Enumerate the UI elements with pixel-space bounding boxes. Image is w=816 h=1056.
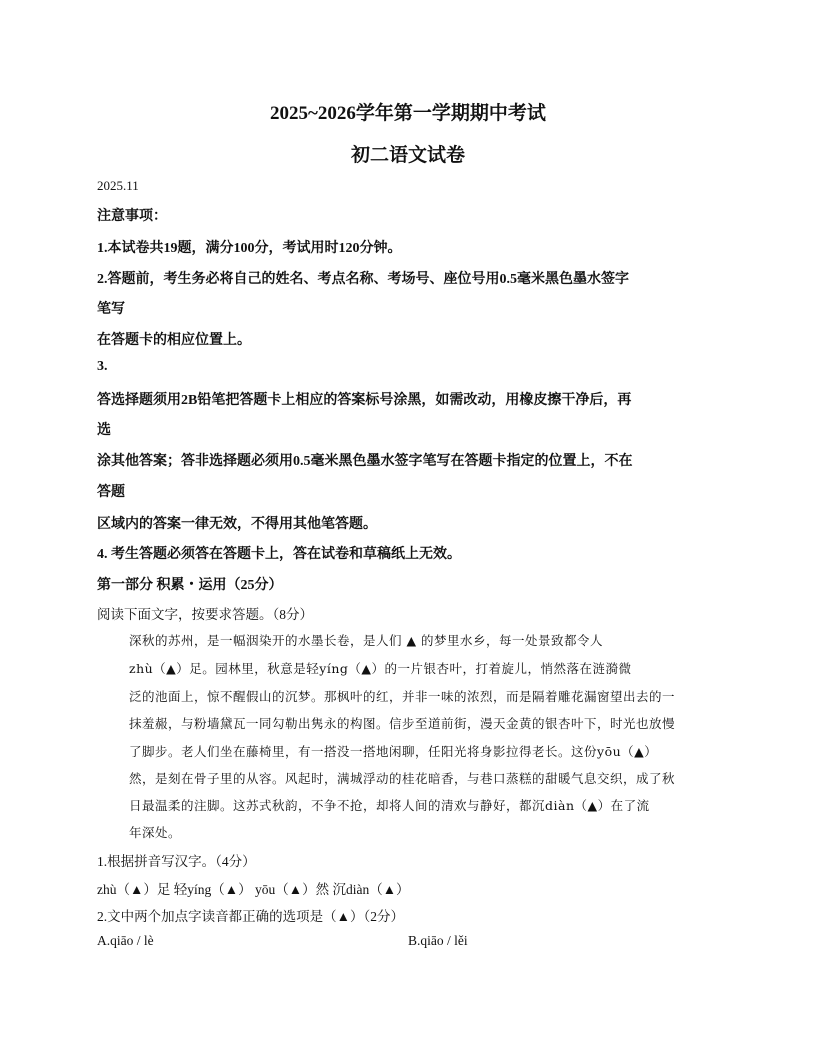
passage-line: 年深处。 — [129, 825, 182, 840]
passage-line: 抹羞赧，与粉墙黛瓦一同勾勒出隽永的构图。信步至道前街，漫天金黄的银杏叶下，时光也放慢 — [129, 716, 676, 731]
notice-line: 2.答题前，考生务必将自己的姓名、考点名称、考场号、座位号用0.5毫米黑色墨水签字 — [97, 272, 629, 287]
question-1: 1.根据拼音写汉字。（4分） — [97, 854, 256, 869]
passage-line: 了脚步。老人们坐在藤椅里，有一搭没一搭地闲聊，任阳光将身影拉得老长。这份yōu（▲） — [129, 744, 658, 759]
notice-line: 在答题卡的相应位置上。 — [97, 333, 251, 348]
question-1-answer-line: zhù（▲）足 轻yíng（▲） yōu（▲）然 沉diàn（▲） — [97, 882, 410, 897]
exam-title: 2025~2026学年第一学期期中考试 — [270, 103, 546, 124]
exam-date: 2025.11 — [97, 178, 139, 193]
notice-line: 区域内的答案一律无效，不得用其他笔答题。 — [97, 517, 377, 532]
passage-line: zhù（▲）足。园林里，秋意是轻yíng（▲）的一片银杏叶，打着旋儿，悄然落在涟漪微 — [129, 661, 632, 676]
notice-line: 1.本试卷共19题，满分100分，考试用时120分钟。 — [97, 241, 402, 256]
notice-line: 4. 考生答题必须答在答题卡上，答在试卷和草稿纸上无效。 — [97, 547, 461, 562]
notice-line: 涂其他答案；答非选择题必须用0.5毫米黑色墨水签字笔写在答题卡指定的位置上，不在 — [97, 454, 633, 469]
notice-line: 3. — [97, 359, 108, 374]
notice-line: 笔写 — [97, 302, 125, 317]
reading-instruction: 阅读下面文字，按要求答题。（8分） — [97, 607, 313, 622]
question-2: 2.文中两个加点字读音都正确的选项是（▲）（2分） — [97, 909, 404, 924]
notice-line: 答选择题须用2B铅笔把答题卡上相应的答案标号涂黑，如需改动，用橡皮擦干净后，再 — [97, 393, 632, 408]
exam-subtitle: 初二语文试卷 — [350, 145, 465, 166]
notice-heading: 注意事项： — [97, 209, 167, 224]
option-b: B.qiāo / lěi — [408, 933, 468, 948]
notice-line: 选 — [97, 423, 111, 438]
passage-line: 然，是刻在骨子里的从容。风起时，满城浮动的桂花暗香，与巷口蒸糕的甜暖气息交织，成了秋 — [129, 771, 676, 786]
option-a: A.qiāo / lè — [97, 933, 154, 948]
passage-line: 日最温柔的注脚。这苏式秋韵，不争不抢，却将人间的清欢与静好，都沉diàn（▲）在了流 — [129, 798, 650, 813]
passage-line: 泛的池面上，惊不醒假山的沉梦。那枫叶的红，并非一味的浓烈，而是隔着雕花漏窗望出去的一 — [129, 689, 676, 704]
section-title: 第一部分 积累・运用（25分） — [97, 578, 283, 593]
passage-line: 深秋的苏州，是一幅洇染开的水墨长卷，是人们 ▲ 的梦里水乡，每一处景致都令人 — [129, 633, 604, 648]
notice-line: 答题 — [97, 485, 125, 500]
